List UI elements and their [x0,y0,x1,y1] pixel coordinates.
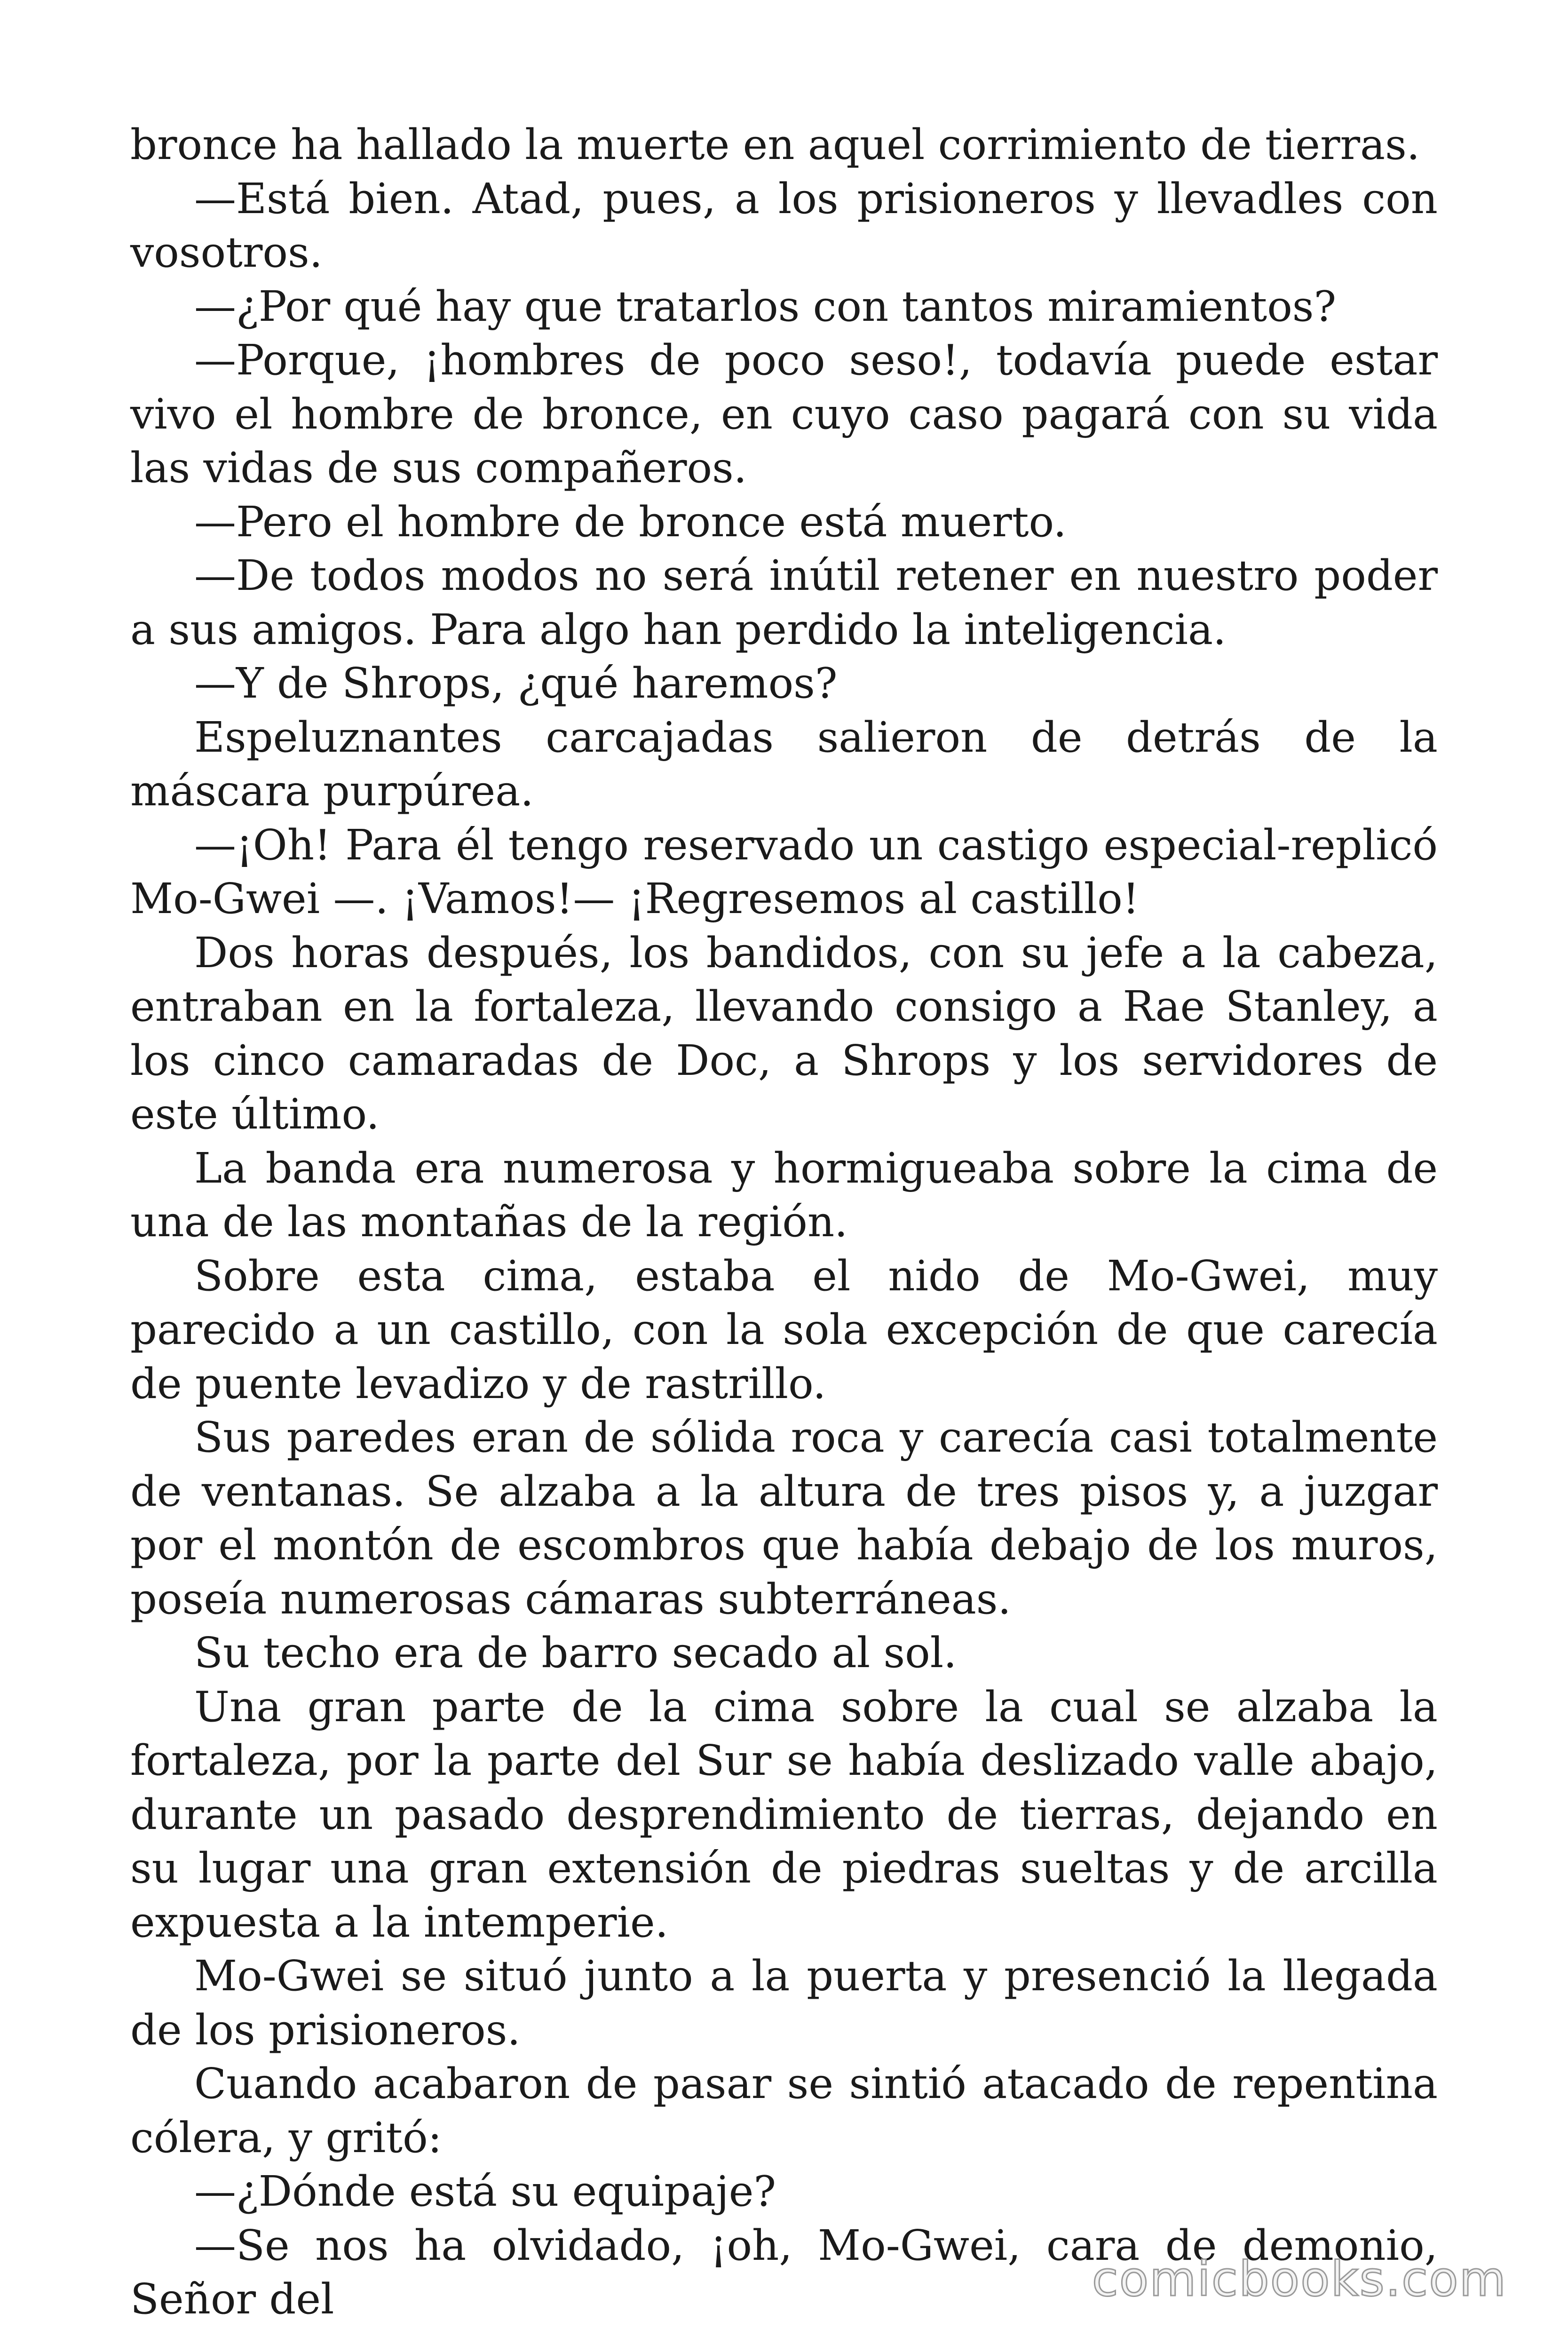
paragraph-2: —Está bien. Atad, pues, a los prisioneros y llevadles con vosotros. [130,174,1438,277]
paragraph-10: Dos horas después, los bandidos, con su jefe a la cabeza, entraban en la fortaleza, llevando consigo a Rae Stanley, a los cinco camaradas de Doc, a Shrops y los servidores de este último. [130,928,1438,1138]
paragraph-19: —Se nos ha olvidado, ¡oh, Mo-Gwei, cara de demonio, Señor del [130,2220,1438,2323]
paragraph-15: Una gran parte de la cima sobre la cual se alzaba la fortaleza, por la parte del Sur se había deslizado valle abajo, durante un pasado desprendimiento de tierras, dejando en su lugar una gran extensión de piedras sueltas y de arcilla expuesta a la intemperie. [130,1682,1438,1947]
paragraph-16: Mo-Gwei se situó junto a la puerta y presenció la llegada de los prisioneros. [130,1951,1438,2054]
page-body-text [130,118,1438,2326]
paragraph-5: —Pero el hombre de bronce está muerto. [194,497,1067,546]
paragraph-4: —Porque, ¡hombres de poco seso!, todavía puede estar vivo el hombre de bronce, en cuyo caso pagará con su vida las vidas de sus compañeros. [130,335,1438,492]
paragraph-6: —De todos modos no será inútil retener en nuestro poder a sus amigos. Para algo han perdido la inteligencia. [130,551,1438,654]
paragraph-12: Sobre esta cima, estaba el nido de Mo-Gwei, muy parecido a un castillo, con la sola excepción de que carecía de puente levadizo y de rastrillo. [130,1251,1438,1408]
paragraph-13: Sus paredes eran de sólida roca y carecía casi totalmente de ventanas. Se alzaba a la altura de tres pisos y, a juzgar por el montón de escombros que había debajo de los muros, poseía numerosas cámaras subterráneas. [130,1413,1438,1623]
paragraph-7: —Y de Shrops, ¿qué haremos? [194,659,838,707]
watermark-logo: comicbooks.com [1092,2251,1507,2307]
paragraph-18: —¿Dónde está su equipaje? [194,2167,776,2216]
paragraph-17: Cuando acabaron de pasar se sintió atacado de repentina cólera, y gritó: [130,2059,1438,2162]
paragraph-11: La banda era numerosa y hormigueaba sobre la cima de una de las montañas de la región. [130,1143,1438,1246]
paragraph-9: —¡Oh! Para él tengo reservado un castigo especial-replicó Mo-Gwei —. ¡Vamos!— ¡Regresemos al castillo! [130,820,1438,923]
paragraph-8: Espeluznantes carcajadas salieron de detrás de la máscara purpúrea. [130,712,1438,815]
paragraph-1: bronce ha hallado la muerte en aquel corrimiento de tierras. [130,120,1420,169]
paragraph-3: —¿Por qué hay que tratarlos con tantos miramientos? [194,281,1337,331]
paragraph-14: Su techo era de barro secado al sol. [194,1628,957,1677]
